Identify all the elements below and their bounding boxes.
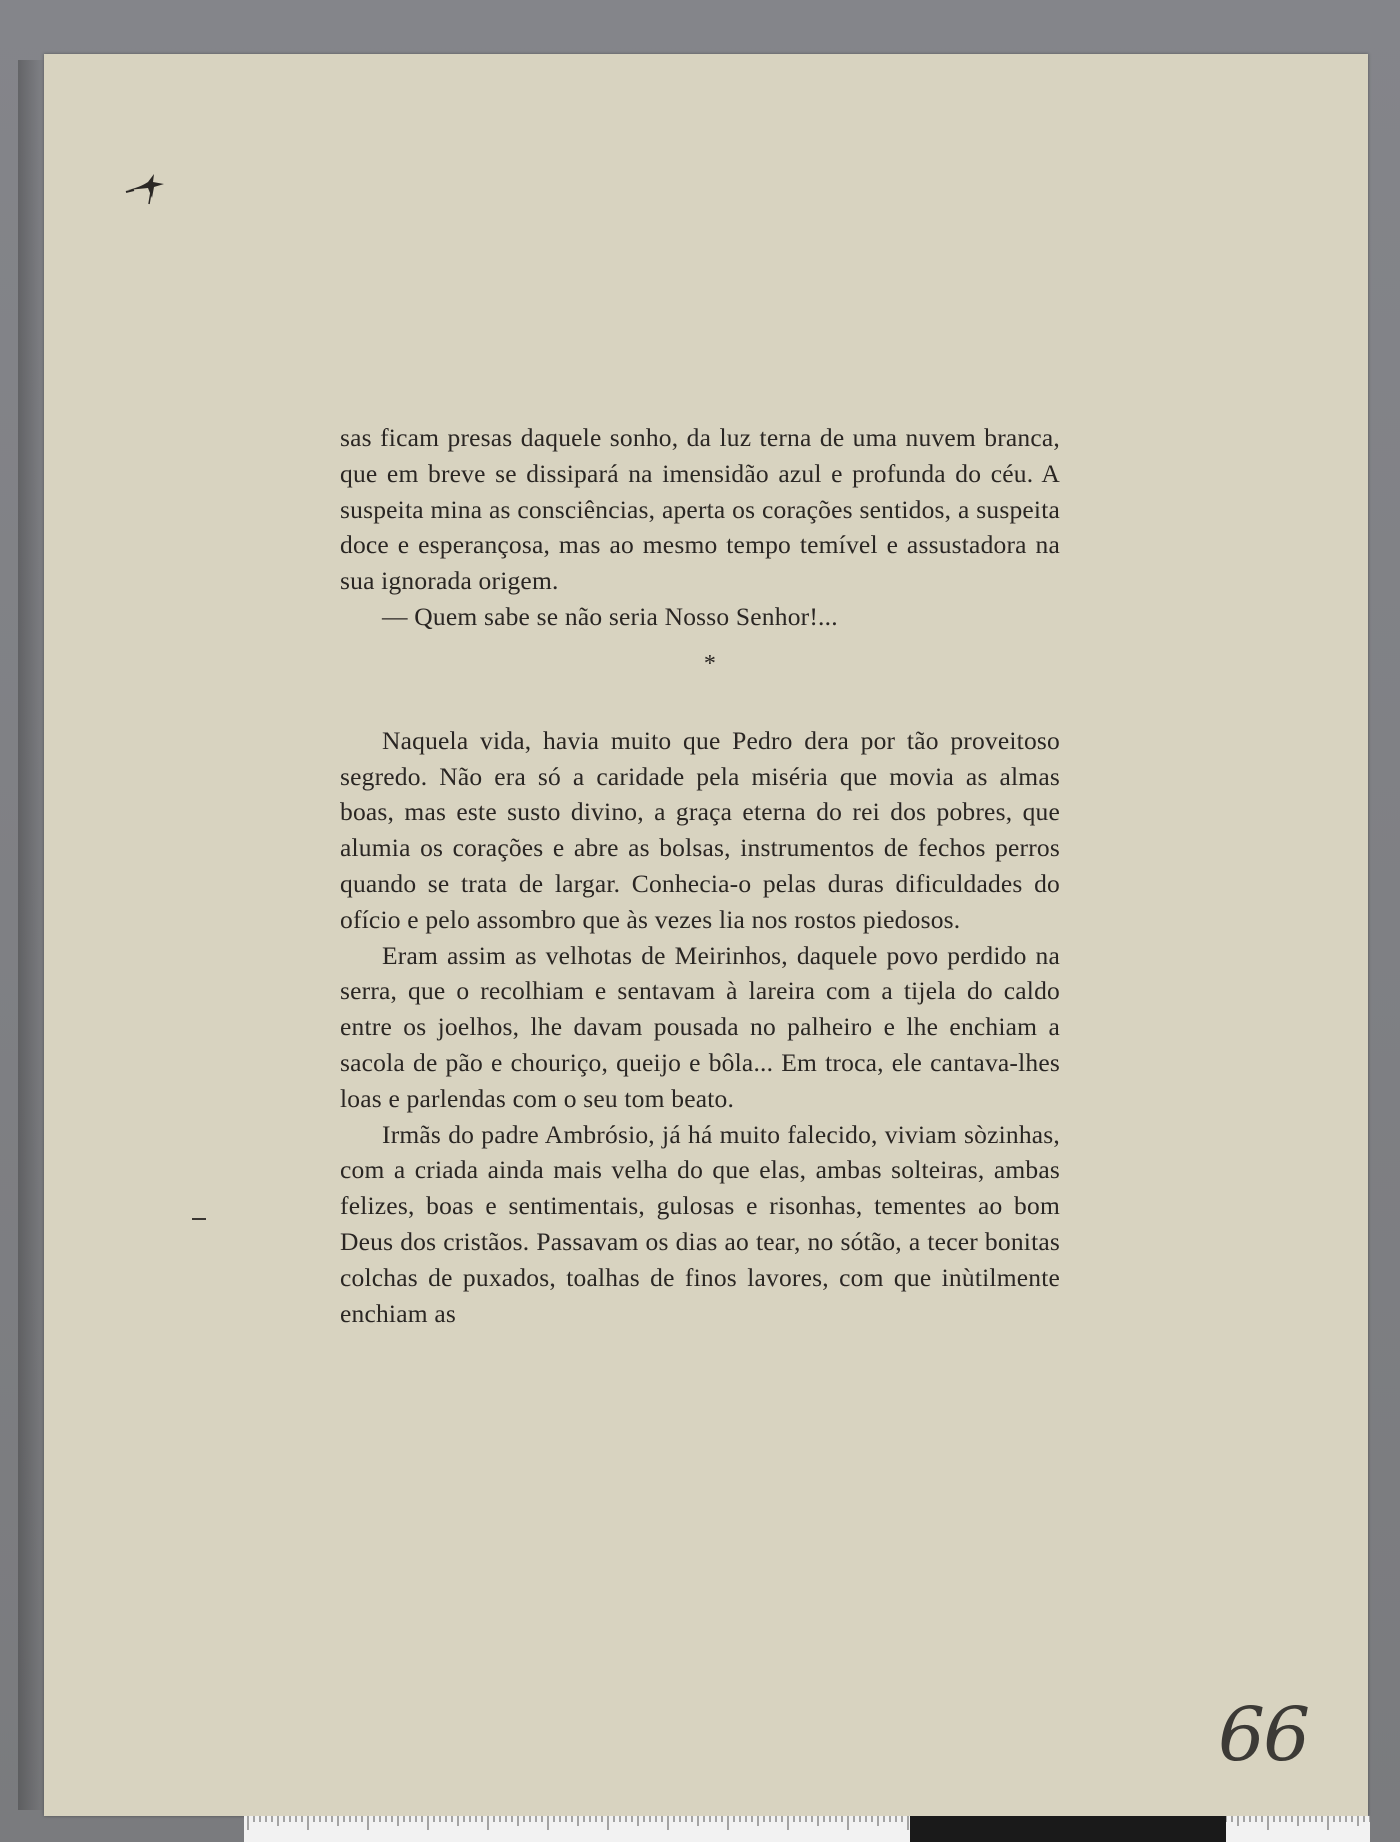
swallow-sketch-icon — [124, 168, 174, 212]
paragraph-5: Irmãs do padre Ambrósio, já há muito falecido, viviam sòzinhas, com a criada ainda mais velha do que elas, ambas solteiras, ambas felizes, boas e sentimentais, gulosas e risonhas, tementes ao bom Deus dos cristãos. Passavam os dias ao tear, no sótão, a tecer bonitas colchas de puxados, toalhas de finos lavores, com que inùtilmente enchiam as — [340, 1119, 1060, 1328]
scale-ruler — [244, 1816, 1370, 1842]
paragraph-2-exclamation: — Quem sabe se não seria Nosso Senhor!... — [382, 601, 838, 631]
paragraph-1: sas ficam presas daquele sonho, da luz terna de uma nuvem branca, que em breve se dissipará na imensidão azul e profunda do céu. A suspeita mina as consciências, aperta os corações sentidos, a suspeita doce e esperançosa, mas ao mesmo tempo temível e assustadora na sua ignorada origem. — [340, 423, 1060, 596]
ruler-dark-segment — [910, 1816, 1226, 1842]
section-break-asterisk: * — [703, 650, 717, 677]
body-text — [340, 420, 1060, 1331]
paragraph-3: Naquela vida, havia muito que Pedro dera por tão proveitoso segredo. Não era só a caridade pela miséria que movia as almas boas, mas este susto divino, a graça eterna do rei dos pobres, que alumia os corações e abre as bolsas, instrumentos de fechos perros quando se trata de largar. Conhecia-o pelas duras dificuldades do ofício e pelo assombro que às vezes lia nos rostos piedosos. — [340, 725, 1060, 934]
handwritten-page-number: 66 — [1218, 1692, 1309, 1778]
page-edge-shadow — [18, 60, 46, 1810]
margin-dash-mark — [192, 1218, 206, 1220]
paragraph-4: Eram assim as velhotas de Meirinhos, daquele povo perdido na serra, que o recolhiam e sentavam à lareira com a tijela do caldo entre os joelhos, lhe davam pousada no palheiro e lhe enchiam a sacola de pão e chouriço, queijo e bôla... Em troca, ele cantava-lhes loas e parlendas com o seu tom beato. — [340, 940, 1060, 1113]
